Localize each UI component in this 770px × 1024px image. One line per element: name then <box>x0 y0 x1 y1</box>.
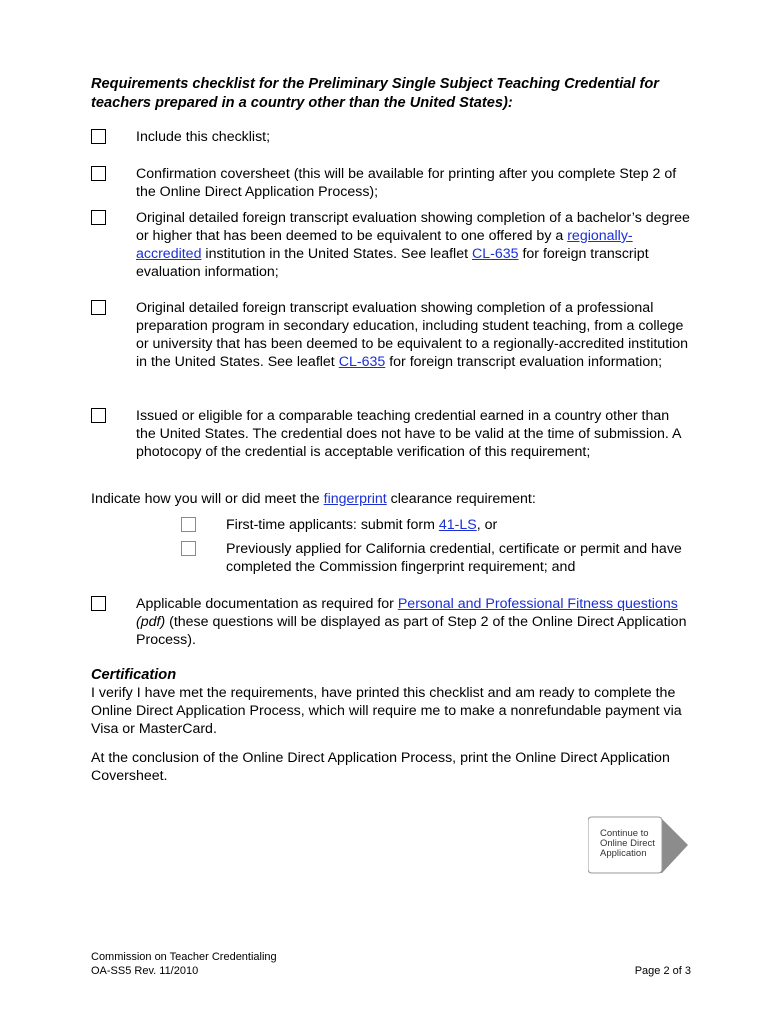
cl-635-link[interactable]: CL-635 <box>471 246 519 262</box>
footer-org: Commission on Teacher Credentialing <box>91 951 277 963</box>
regionally-accredited-link[interactable]: regionally-accredited <box>136 228 633 262</box>
fingerprint-link[interactable]: fingerprint <box>323 491 387 507</box>
checklist-item-text <box>136 209 691 281</box>
item-text-part: (these questions will be displayed as part of Step 2 of the Online Direct Application Process). <box>136 614 687 648</box>
option-text: Previously applied for California credential, certificate or permit and have completed the Commission fingerprint requirement; and <box>226 541 682 575</box>
instruction-text: Indicate how you will or did meet the <box>91 491 324 507</box>
cta-label <box>600 829 676 859</box>
continue-to-application-button[interactable] <box>588 815 692 875</box>
instruction-text: clearance requirement: <box>386 491 536 507</box>
checklist-item-text: Confirmation coversheet (this will be available for printing after you complete Step 2 of the Online Direct Application Process); <box>136 166 677 200</box>
cta-line: Continue to <box>600 828 649 839</box>
checkbox[interactable] <box>91 210 106 225</box>
footer-code: OA-SS5 Rev. 11/2010 <box>91 965 199 977</box>
page-footer <box>91 950 691 978</box>
item-text-part: for foreign transcript evaluation information; <box>385 354 663 370</box>
checklist-item-text: Issued or eligible for a comparable teaching credential earned in a country other than the United States. The credential does not have to be valid at the time of submission. A photocopy of the credential is acceptable verification of this requirement; <box>136 408 681 460</box>
checkbox[interactable] <box>181 541 196 556</box>
item-text-part: Applicable documentation as required for <box>136 596 398 612</box>
certification-section <box>91 666 691 738</box>
pdf-note: (pdf) <box>136 614 166 630</box>
checklist-item-text: Include this checklist; <box>136 129 271 145</box>
certification-text: I verify I have met the requirements, have printed this checklist and am ready to complete the Online Direct Application Process, which will require me to make a nonrefundable payment via Visa or MasterCard. <box>91 685 682 737</box>
item-text-part: for foreign transcript evaluation information; <box>136 246 649 280</box>
conclusion-paragraph: At the conclusion of the Online Direct Application Process, print the Online Direct Application Coversheet. <box>91 750 670 784</box>
item-text-part: Original detailed foreign transcript evaluation showing completion of a bachelor’s degree or higher that has been deemed to be equivalent to one offered by a <box>136 210 690 244</box>
certification-title: Certification <box>91 667 177 683</box>
form-41-ls-link[interactable]: 41-LS <box>438 517 477 533</box>
checkbox[interactable] <box>91 596 106 611</box>
fitness-questions-link[interactable]: Personal and Professional Fitness questions <box>397 596 678 612</box>
option-text <box>226 516 691 534</box>
checkbox[interactable] <box>91 408 106 423</box>
item-text-part: Original detailed foreign transcript evaluation showing completion of a professional preparation program in secondary education, including student teaching, from a college or university that has been deemed to be equivalent to a regionally-accredited institution in the United States. See leaflet <box>136 300 689 370</box>
checklist-heading: Requirements checklist for the Preliminary Single Subject Teaching Credential for teachers prepared in a country other than the United States): <box>91 76 659 111</box>
page-number: Page 2 of 3 <box>634 965 691 977</box>
cta-line: Application <box>600 848 647 859</box>
checklist-item-text <box>136 595 691 649</box>
item-text-part: institution in the United States. See leaflet <box>201 246 472 262</box>
checkbox[interactable] <box>91 300 106 315</box>
option-text-part: First-time applicants: submit form <box>226 517 439 533</box>
cta-line: Online Direct <box>600 838 655 849</box>
fingerprint-instruction <box>91 490 691 508</box>
checkbox[interactable] <box>181 517 196 532</box>
option-text-part: , or <box>476 517 498 533</box>
cl-635-link[interactable]: CL-635 <box>338 354 386 370</box>
checklist-item-text <box>136 299 691 371</box>
checkbox[interactable] <box>91 129 106 144</box>
checkbox[interactable] <box>91 166 106 181</box>
